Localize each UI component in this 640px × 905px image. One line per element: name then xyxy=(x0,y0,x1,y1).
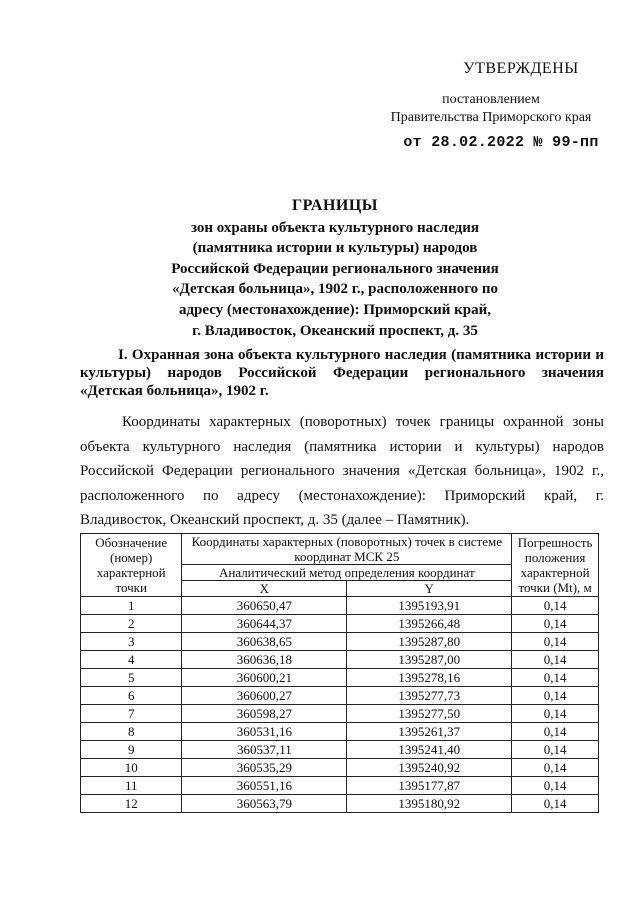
table-row xyxy=(81,651,599,669)
accuracy-value: 0,14 xyxy=(512,759,599,777)
section-heading: I. Охранная зона объекта культурного наследия (памятника истории и культуры) народов Российской Федерации регионального значения «Детская больница», 1902 г. xyxy=(80,347,604,399)
point-number: 10 xyxy=(81,759,182,777)
document-title xyxy=(0,196,640,341)
point-number: 2 xyxy=(81,615,182,633)
coord-y: 1395241,40 xyxy=(347,741,512,759)
accuracy-value: 0,14 xyxy=(512,615,599,633)
table-row xyxy=(81,597,599,615)
accuracy-value: 0,14 xyxy=(512,687,599,705)
table-row xyxy=(81,759,599,777)
coord-y: 1395240,92 xyxy=(347,759,512,777)
table-row xyxy=(81,705,599,723)
coord-x: 360600,27 xyxy=(182,687,347,705)
coord-y: 1395277,50 xyxy=(347,705,512,723)
coord-x: 360598,27 xyxy=(182,705,347,723)
coord-x: 360638,65 xyxy=(182,633,347,651)
coord-y: 1395266,48 xyxy=(347,615,512,633)
approval-block xyxy=(366,60,616,151)
coord-y: 1395180,92 xyxy=(347,795,512,813)
coord-x: 360535,29 xyxy=(182,759,347,777)
coord-x: 360600,21 xyxy=(182,669,347,687)
table-row xyxy=(81,795,599,813)
table-row xyxy=(81,633,599,651)
title-line: г. Владивосток, Океанский проспект, д. 35 xyxy=(192,322,478,339)
header-accuracy: Погрешность положения характерной точки (Mt), м xyxy=(512,534,599,597)
coord-x: 360636,18 xyxy=(182,651,347,669)
point-number: 1 xyxy=(81,597,182,615)
header-y: Y xyxy=(347,581,512,597)
table-row xyxy=(81,615,599,633)
accuracy-value: 0,14 xyxy=(512,777,599,795)
accuracy-value: 0,14 xyxy=(512,723,599,741)
accuracy-value: 0,14 xyxy=(512,597,599,615)
coord-y: 1395277,73 xyxy=(347,687,512,705)
coord-y: 1395177,87 xyxy=(347,777,512,795)
title-line: адресу (местонахождение): Приморский край, xyxy=(178,301,492,318)
header-coordinates: Координаты характерных (поворотных) точек в системе координат МСК 25 xyxy=(182,534,512,565)
coord-y: 1395261,37 xyxy=(347,723,512,741)
decree-number: от 28.02.2022 № 99-пп xyxy=(403,134,599,151)
accuracy-value: 0,14 xyxy=(512,633,599,651)
point-number: 11 xyxy=(81,777,182,795)
title-line: (памятника истории и культуры) народов xyxy=(192,240,478,257)
point-number: 5 xyxy=(81,669,182,687)
point-number: 3 xyxy=(81,633,182,651)
table-row xyxy=(81,669,599,687)
coord-x: 360650,47 xyxy=(182,597,347,615)
approval-line-1: постановлением xyxy=(442,92,540,107)
coord-x: 360563,79 xyxy=(182,795,347,813)
table-row xyxy=(81,723,599,741)
table-row xyxy=(81,687,599,705)
title-line: зон охраны объекта культурного наследия xyxy=(190,219,480,236)
approval-line-2: Правительства Приморского края xyxy=(390,110,592,125)
point-number: 9 xyxy=(81,741,182,759)
accuracy-value: 0,14 xyxy=(512,741,599,759)
coord-x: 360644,37 xyxy=(182,615,347,633)
point-number: 8 xyxy=(81,723,182,741)
coordinates-table xyxy=(80,533,599,813)
header-designation: Обозначение (номер) характерной точки xyxy=(81,534,182,597)
table-row xyxy=(81,741,599,759)
accuracy-value: 0,14 xyxy=(512,651,599,669)
body-paragraph: Координаты характерных (поворотных) точек границы охранной зоны объекта культурного наследия (памятника истории и культуры) народов Российской Федерации регионального значения «Детская больница», 1902 г., расположенного по адресу (местонахождение): Приморский край, г. Владивосток, Океанский проспект, д. 35 (далее – Памятник). xyxy=(80,414,604,528)
accuracy-value: 0,14 xyxy=(512,669,599,687)
header-x: X xyxy=(182,581,347,597)
coord-y: 1395278,16 xyxy=(347,669,512,687)
point-number: 6 xyxy=(81,687,182,705)
coord-y: 1395287,00 xyxy=(347,651,512,669)
coord-x: 360551,16 xyxy=(182,777,347,795)
accuracy-value: 0,14 xyxy=(512,705,599,723)
coord-x: 360537,11 xyxy=(182,741,347,759)
title-line: «Детская больница», 1902 г., расположенного по xyxy=(171,281,499,298)
accuracy-value: 0,14 xyxy=(512,795,599,813)
coord-x: 360531,16 xyxy=(182,723,347,741)
coord-y: 1395287,80 xyxy=(347,633,512,651)
approved-heading: УТВЕРЖДЕНЫ xyxy=(463,60,579,77)
point-number: 7 xyxy=(81,705,182,723)
point-number: 4 xyxy=(81,651,182,669)
header-method: Аналитический метод определения координат xyxy=(182,565,512,581)
title-line: Российской Федерации регионального значения xyxy=(171,260,499,277)
point-number: 12 xyxy=(81,795,182,813)
title-main: ГРАНИЦЫ xyxy=(291,197,378,214)
coord-y: 1395193,91 xyxy=(347,597,512,615)
table-row xyxy=(81,777,599,795)
